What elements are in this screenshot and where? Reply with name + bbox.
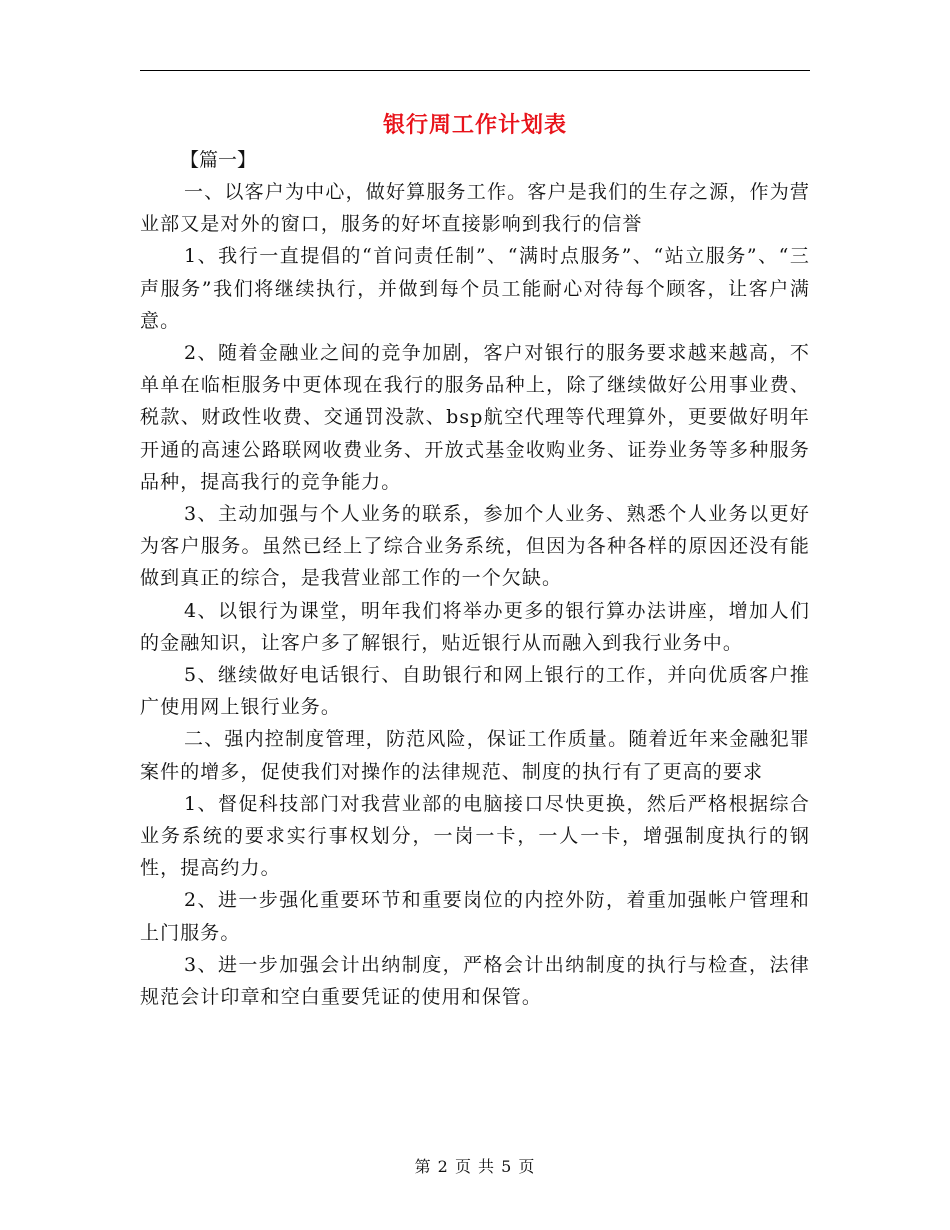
paragraph: 1、督促科技部门对我营业部的电脑接口尽快更换，然后严格根据综合业务系统的要求实行事权划分，一岗一卡，一人一卡，增强制度执行的钢性，提高约力。 — [140, 792, 810, 880]
section-label: 【篇一】 — [180, 149, 257, 171]
header-rule — [140, 70, 810, 71]
paragraph: 2、进一步强化重要环节和重要岗位的内控外防，着重加强帐户管理和上门服务。 — [140, 889, 810, 944]
paragraph: 3、进一步加强会计出纳制度，严格会计出纳制度的执行与检查，法律规范会计印章和空白重要凭证的使用和保管。 — [140, 953, 810, 1009]
paragraph: 3、主动加强与个人业务的联系，参加个人业务、熟悉个人业务以更好为客户服务。虽然已经上了综合业务系统，但因为各种各样的原因还没有能做到真正的综合，是我营业部工作的一个欠缺。 — [140, 503, 810, 590]
document-title: 银行周工作计划表 — [382, 112, 567, 138]
paragraph: 1、我行一直提倡的“首问责任制”、“满时点服务”、“站立服务”、“三声服务”我们将继续执行，并做到每个员工能耐心对待每个顾客，让客户满意。 — [140, 245, 810, 332]
paragraph: 5、继续做好电话银行、自助银行和网上银行的工作，并向优质客户推广使用网上银行业务。 — [140, 664, 810, 719]
paragraph: 4、以银行为课堂，明年我们将举办更多的银行算办法讲座，增加人们的金融知识，让客户多了解银行，贴近银行从而融入到我行业务中。 — [140, 599, 810, 654]
document-body — [140, 144, 810, 1013]
paragraph: 一、以客户为中心，做好算服务工作。客户是我们的生存之源，作为营业部又是对外的窗口，服务的好坏直接影响到我行的信誉 — [140, 181, 810, 236]
paragraph: 2、随着金融业之间的竞争加剧，客户对银行的服务要求越来越高，不单单在临柜服务中更体现在我行的服务品种上，除了继续做好公用事业费、税款、财政性收费、交通罚没款、bsp航空代理等代理算外，更要做好明年开通的高速公路联网收费业务、开放式基金收购业务、证券业务等多种服务品种，提高我行的竞争能力。 — [140, 342, 810, 493]
page-indicator: 第 2 页 共 5 页 — [414, 1157, 536, 1176]
paragraph: 二、强内控制度管理，防范风险，保证工作质量。随着近年来金融犯罪案件的增多，促使我们对操作的法律规范、制度的执行有了更高的要求 — [140, 728, 810, 783]
